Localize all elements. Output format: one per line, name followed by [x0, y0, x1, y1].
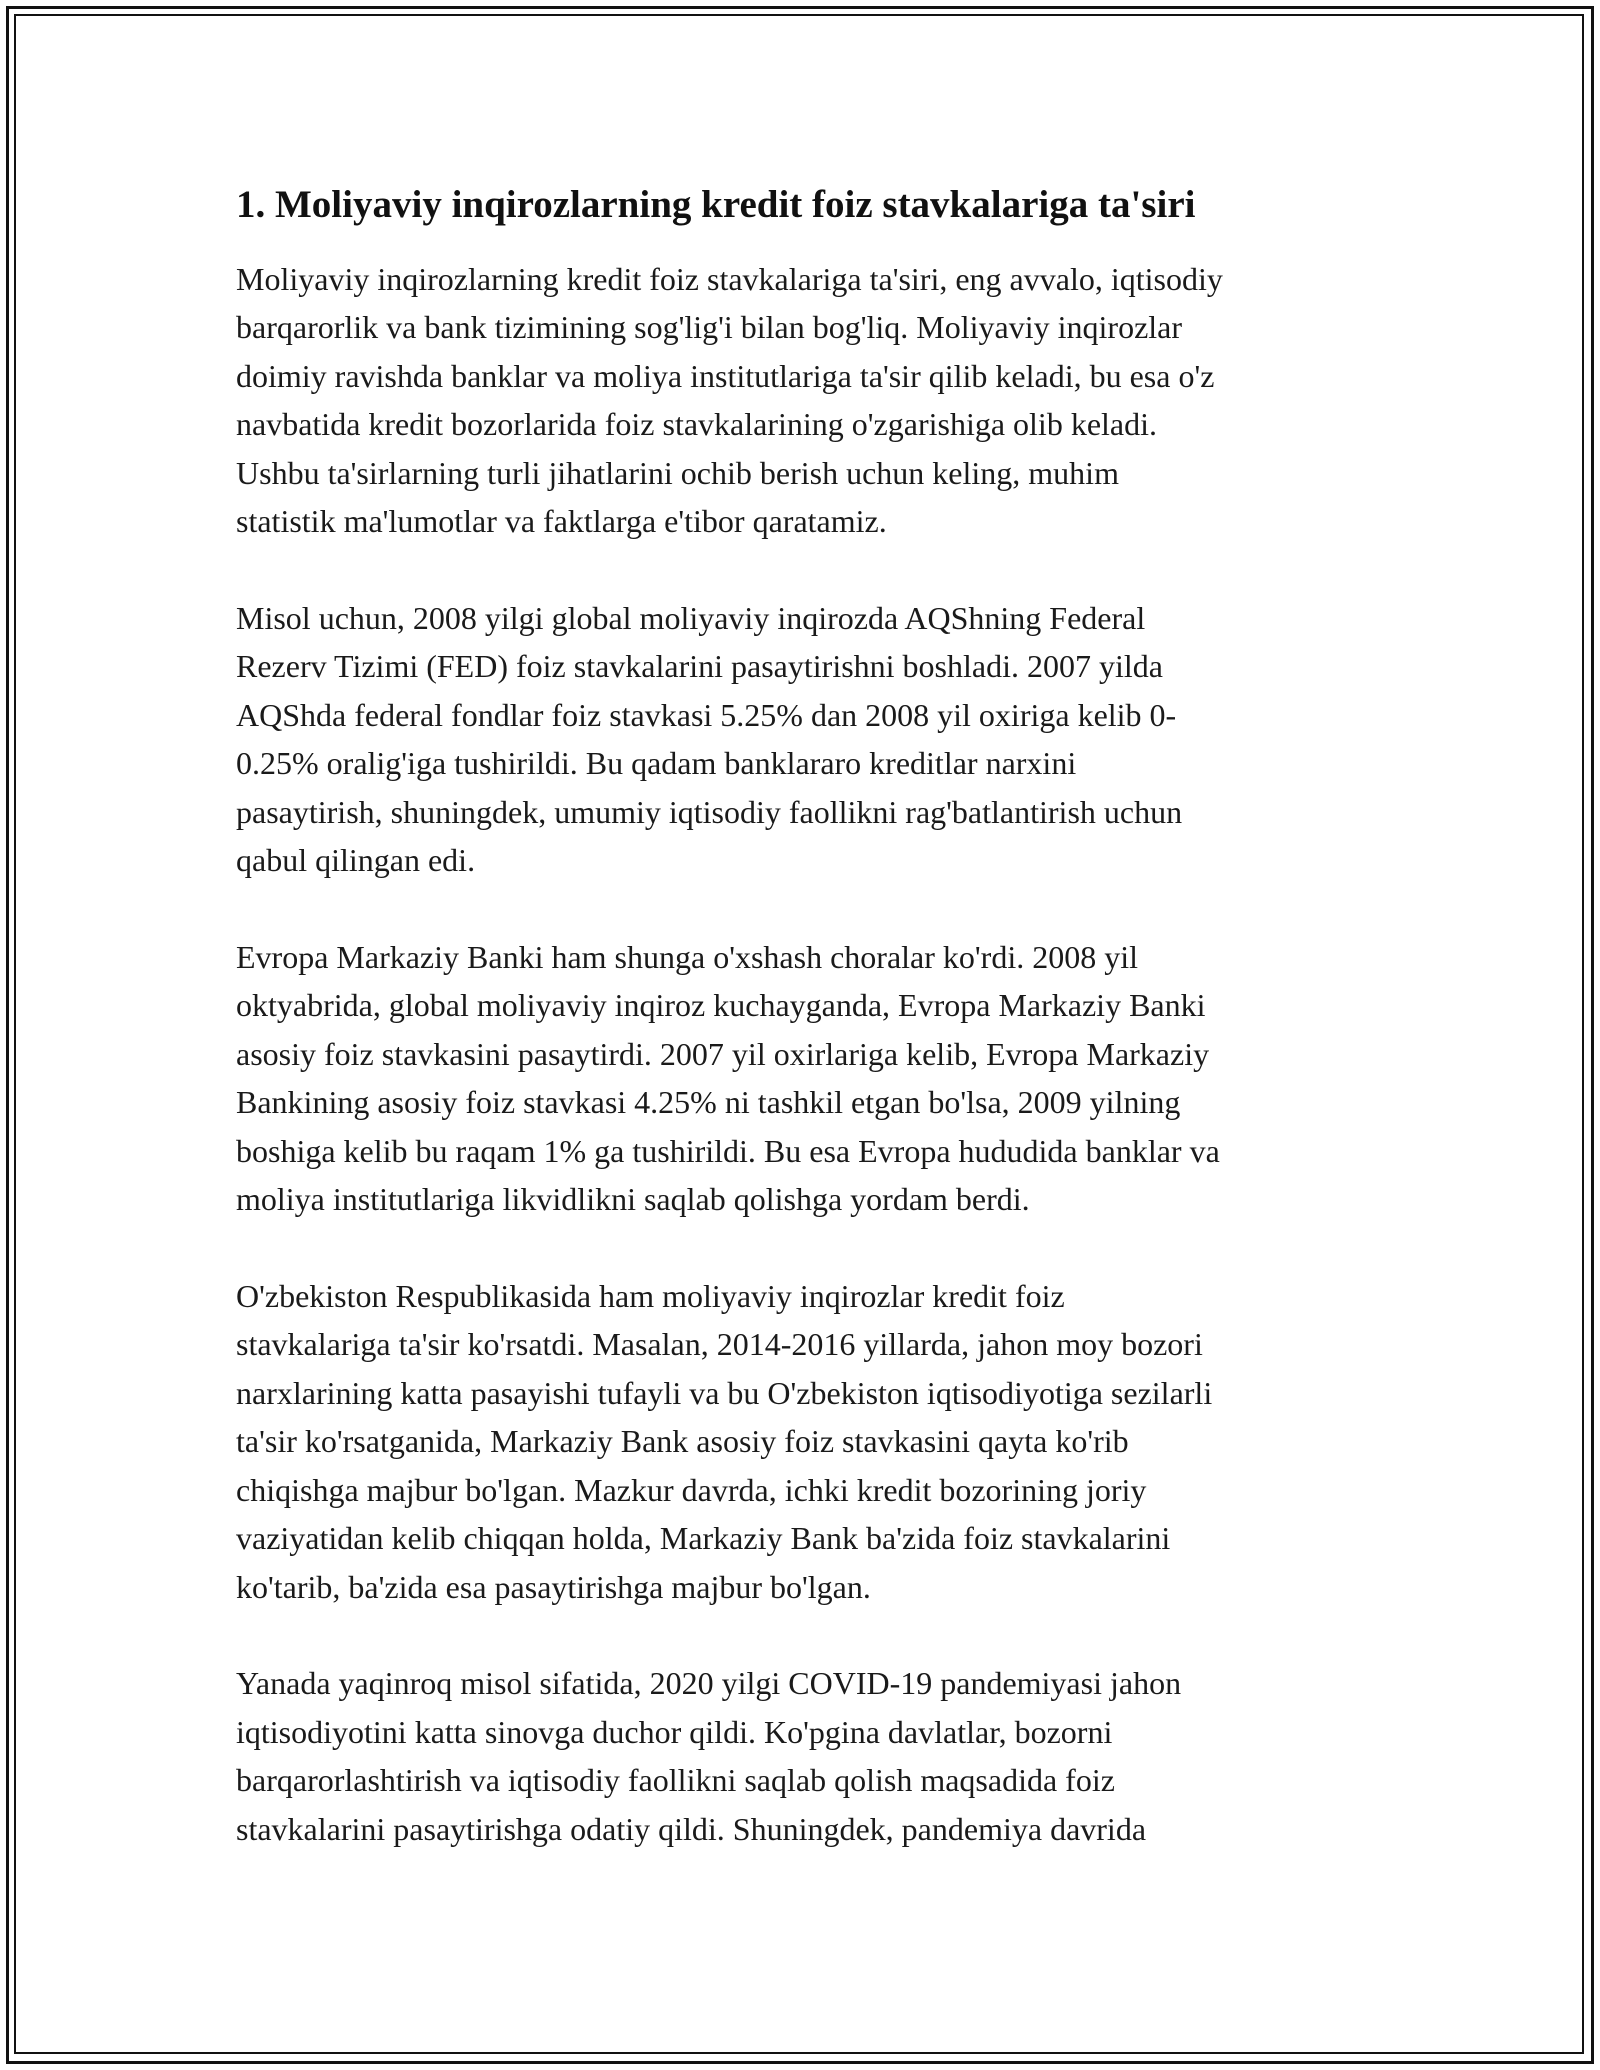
text-line: ko'tarib, ba'zida esa pasaytirishga majbur bo'lgan.	[236, 1568, 871, 1605]
text-line: Evropa Markaziy Banki ham shunga o'xshash choralar ko'rdi. 2008 yil	[236, 938, 1138, 975]
text-line: Bankining asosiy foiz stavkasi 4.25% ni tashkil etgan bo'lsa, 2009 yilning	[236, 1084, 1181, 1121]
paragraph-3	[236, 933, 1366, 1224]
text-line: boshiga kelib bu raqam 1% ga tushirildi. Bu esa Evropa hududida banklar va	[236, 1132, 1220, 1169]
section-heading: 1. Moliyaviy inqirozlarning kredit foiz stavkalariga ta'siri	[236, 183, 1196, 226]
text-line: O'zbekiston Respublikasida ham moliyaviy inqirozlar kredit foiz	[236, 1277, 1065, 1314]
document-body	[236, 180, 1366, 1901]
paragraph-5	[236, 1659, 1366, 1853]
text-line: 0.25% oralig'iga tushirildi. Bu qadam banklararo kreditlar narxini	[236, 745, 1077, 782]
text-line: doimiy ravishda banklar va moliya institutlariga ta'sir qilib keladi, bu esa o'z	[236, 357, 1215, 394]
text-line: statistik ma'lumotlar va faktlarga e'tibor qaratamiz.	[236, 503, 887, 540]
text-line: iqtisodiyotini katta sinovga duchor qildi. Ko'pgina davlatlar, bozorni	[236, 1713, 1113, 1750]
text-line: Rezerv Tizimi (FED) foiz stavkalarini pasaytirishni boshladi. 2007 yilda	[236, 648, 1163, 685]
text-line: vaziyatidan kelib chiqqan holda, Markaziy Bank ba'zida foiz stavkalarini	[236, 1520, 1171, 1557]
text-line: barqarorlashtirish va iqtisodiy faollikni saqlab qolish maqsadida foiz	[236, 1762, 1115, 1799]
paragraph-1	[236, 255, 1366, 546]
text-line: barqarorlik va bank tizimining sog'lig'i bilan bog'liq. Moliyaviy inqirozlar	[236, 309, 1183, 346]
text-line: Yanada yaqinroq misol sifatida, 2020 yilgi COVID-19 pandemiyasi jahon	[236, 1665, 1182, 1702]
text-line: narxlarining katta pasayishi tufayli va bu O'zbekiston iqtisodiyotiga sezilarli	[236, 1374, 1213, 1411]
text-line: asosiy foiz stavkasini pasaytirdi. 2007 yil oxirlariga kelib, Evropa Markaziy	[236, 1035, 1210, 1072]
text-line: qabul qilingan edi.	[236, 842, 476, 879]
text-line: pasaytirish, shuningdek, umumiy iqtisodiy faollikni rag'batlantirish uchun	[236, 793, 1183, 830]
text-line: navbatida kredit bozorlarida foiz stavkalarining o'zgarishiga olib keladi.	[236, 406, 1157, 443]
paragraph-2	[236, 594, 1366, 885]
text-line: AQShda federal fondlar foiz stavkasi 5.25% dan 2008 yil oxiriga kelib 0-	[236, 696, 1177, 733]
paragraph-4	[236, 1272, 1366, 1612]
text-line: oktyabrida, global moliyaviy inqiroz kuchayganda, Evropa Markaziy Banki	[236, 987, 1206, 1024]
text-line: Misol uchun, 2008 yilgi global moliyaviy inqirozda AQShning Federal	[236, 599, 1146, 636]
text-line: Moliyaviy inqirozlarning kredit foiz stavkalariga ta'siri, eng avvalo, iqtisodiy	[236, 260, 1223, 297]
text-line: chiqishga majbur bo'lgan. Mazkur davrda, ichki kredit bozorining joriy	[236, 1471, 1147, 1508]
text-line: stavkalariga ta'sir ko'rsatdi. Masalan, 2014-2016 yillarda, jahon moy bozori	[236, 1326, 1203, 1363]
text-line: ta'sir ko'rsatganida, Markaziy Bank asosiy foiz stavkasini qayta ko'rib	[236, 1423, 1129, 1460]
text-line: moliya institutlariga likvidlikni saqlab qolishga yordam berdi.	[236, 1181, 1030, 1218]
text-line: Ushbu ta'sirlarning turli jihatlarini ochib berish uchun keling, muhim	[236, 454, 1119, 491]
text-line: stavkalarini pasaytirishga odatiy qildi. Shuningdek, pandemiya davrida	[236, 1810, 1147, 1847]
